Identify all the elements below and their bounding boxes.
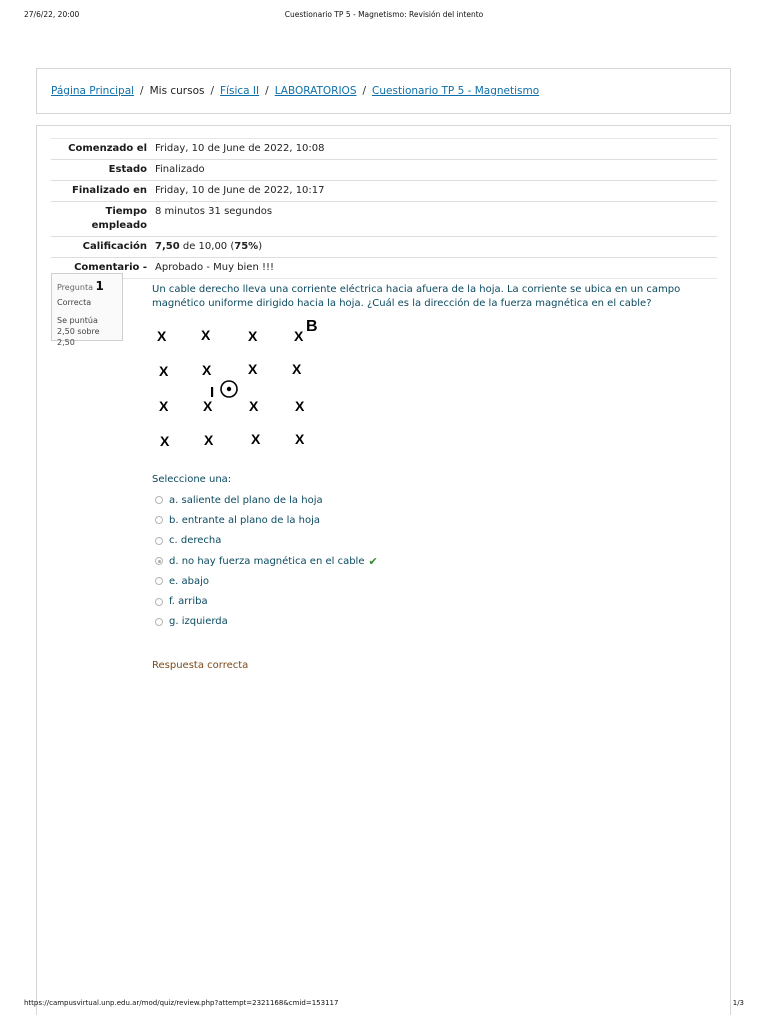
print-date: 27/6/22, 20:00 xyxy=(24,10,80,19)
question-grade: Se puntúa 2,50 sobre 2,50 xyxy=(57,316,100,347)
print-footer xyxy=(24,999,744,1011)
field-cross-mark: X xyxy=(159,363,169,379)
summary-label: Tiempo empleado xyxy=(91,206,147,231)
summary-row-time-taken xyxy=(51,202,717,237)
field-cross-mark: X xyxy=(159,398,169,414)
answer-options xyxy=(155,490,378,632)
radio-button[interactable] xyxy=(155,537,163,545)
breadcrumb-quiz-link[interactable]: Cuestionario TP 5 - Magnetismo xyxy=(372,85,540,97)
answer-label: g. izquierda xyxy=(169,616,228,628)
answer-option-e[interactable] xyxy=(155,571,378,591)
grade-close: ) xyxy=(258,241,263,252)
answer-label: b. entrante al plano de la hoja xyxy=(169,514,321,526)
field-cross-mark: X xyxy=(202,362,212,378)
question-number-value: 1 xyxy=(95,279,104,293)
question-state: Correcta xyxy=(57,298,92,307)
field-cross-mark: X xyxy=(248,328,258,344)
breadcrumb-section-link[interactable]: LABORATORIOS xyxy=(274,85,357,97)
question-number xyxy=(57,279,117,293)
summary-row-finished xyxy=(51,181,717,202)
summary-value: 8 minutos 31 segundos xyxy=(155,206,273,217)
field-cross-mark: X xyxy=(160,433,170,449)
quiz-review-panel xyxy=(36,125,731,1015)
summary-row-state xyxy=(51,160,717,181)
question-info-box xyxy=(51,273,123,347)
print-url: https://campusvirtual.unp.edu.ar/mod/quiz/review.php?attempt=2321168&cmid=153117 xyxy=(24,999,339,1007)
answer-option-f[interactable] xyxy=(155,591,378,611)
field-cross-mark: X xyxy=(251,431,261,447)
question-text: Un cable derecho lleva una corriente eléctrica hacia afuera de la hoja. La corriente se ubica en un campo magnético uniforme dirigido hacia la hoja. ¿Cuál es la dirección de la fuerza magnética en el cable? xyxy=(152,284,681,309)
answer-label: f. arriba xyxy=(169,596,208,608)
attempt-summary-table xyxy=(51,138,717,279)
answer-option-b[interactable] xyxy=(155,510,378,530)
breadcrumb-separator: / xyxy=(265,85,269,97)
answer-option-d[interactable] xyxy=(155,551,378,571)
radio-button[interactable] xyxy=(155,618,163,626)
summary-label: Comentario - xyxy=(74,262,147,273)
current-out-of-page-dot xyxy=(227,387,231,391)
field-cross-mark: X xyxy=(248,361,258,377)
summary-row-grade xyxy=(51,237,717,258)
answer-option-c[interactable] xyxy=(155,531,378,551)
breadcrumb-panel xyxy=(36,68,731,114)
summary-label: Finalizado en xyxy=(72,185,147,196)
grade-out-of: de 10,00 ( xyxy=(179,241,235,252)
answer-label: a. saliente del plano de la hoja xyxy=(169,494,323,506)
breadcrumb-course-link[interactable]: Física II xyxy=(220,85,260,97)
breadcrumb-my-courses: Mis cursos xyxy=(149,85,205,97)
answer-prompt: Seleccione una: xyxy=(152,474,232,485)
radio-button[interactable] xyxy=(155,598,163,606)
summary-value: Friday, 10 de June de 2022, 10:08 xyxy=(155,143,325,154)
field-cross-mark: X xyxy=(295,431,305,447)
current-label-i: I xyxy=(210,384,215,401)
field-label-b: B xyxy=(306,318,318,335)
print-title: Cuestionario TP 5 - Magnetismo: Revisión del intento xyxy=(284,10,484,19)
field-cross-mark: X xyxy=(295,398,305,414)
answer-label: e. abajo xyxy=(169,575,210,587)
answer-option-a[interactable] xyxy=(155,490,378,510)
print-header xyxy=(24,10,744,22)
summary-row-started xyxy=(51,139,717,160)
check-icon: ✔ xyxy=(368,554,378,568)
summary-label: Estado xyxy=(108,164,147,175)
grade-score: 7,50 xyxy=(155,241,180,252)
radio-button[interactable] xyxy=(155,516,163,524)
summary-row-comment xyxy=(51,258,717,279)
summary-value: Finalizado xyxy=(155,164,205,175)
answer-feedback: Respuesta correcta xyxy=(152,660,249,671)
magnetic-field-diagram xyxy=(152,316,322,456)
print-page-number: 1/3 xyxy=(732,999,744,1007)
radio-button-selected[interactable] xyxy=(155,557,163,565)
breadcrumb xyxy=(51,85,539,97)
summary-value: Aprobado - Muy bien !!! xyxy=(155,262,274,273)
radio-button[interactable] xyxy=(155,496,163,504)
breadcrumb-separator: / xyxy=(362,85,367,97)
question-number-label: Pregunta xyxy=(57,283,93,292)
field-cross-mark: X xyxy=(249,398,259,414)
summary-label: Comenzado el xyxy=(68,143,147,154)
summary-label: Calificación xyxy=(82,241,147,252)
field-cross-mark: X xyxy=(203,398,213,414)
field-cross-mark: X xyxy=(294,328,304,344)
grade-percentage: 75% xyxy=(234,241,259,252)
field-cross-mark: X xyxy=(204,432,214,448)
summary-value xyxy=(153,237,717,258)
answer-label: d. no hay fuerza magnética en el cable xyxy=(169,555,365,567)
answer-label: c. derecha xyxy=(169,535,222,547)
field-cross-mark: X xyxy=(157,328,167,344)
answer-option-g[interactable] xyxy=(155,612,378,632)
field-cross-mark: X xyxy=(201,327,211,343)
breadcrumb-separator: / xyxy=(140,85,144,97)
summary-value: Friday, 10 de June de 2022, 10:17 xyxy=(155,185,325,196)
breadcrumb-separator: / xyxy=(210,85,215,97)
field-cross-mark: X xyxy=(292,361,302,377)
radio-button[interactable] xyxy=(155,577,163,585)
breadcrumb-home-link[interactable]: Página Principal xyxy=(51,85,135,97)
